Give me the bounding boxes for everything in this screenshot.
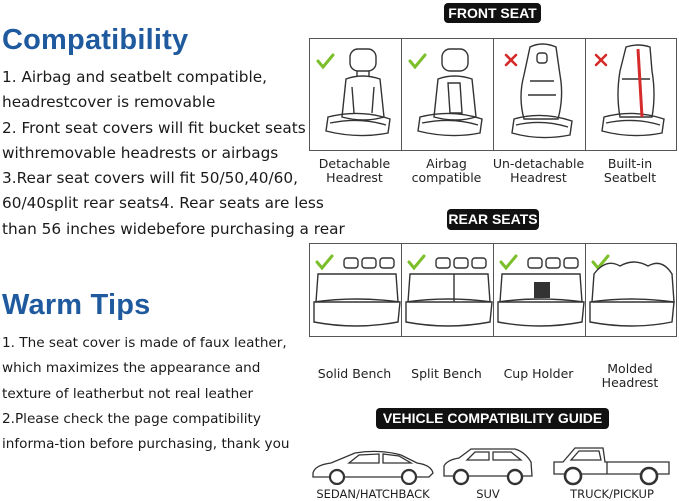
bench-icon (310, 244, 401, 336)
rear-seat-cell-molded-headrest (585, 243, 677, 337)
warm-tips-line: 2.Please check the page compatibility (2, 410, 261, 427)
check-icon (410, 55, 425, 67)
compatibility-line: withremovable headrests or airbags (2, 143, 279, 162)
front-seat-caption: Airbag compatible (411, 156, 482, 185)
check-icon (409, 256, 424, 268)
cross-icon (506, 55, 516, 65)
seat-icon (402, 39, 493, 150)
warm-tips-text (2, 331, 290, 457)
bench-icon (494, 244, 585, 336)
truck-icon (551, 444, 673, 486)
compatibility-line: 2. Front seat covers will fit bucket seats (2, 118, 306, 137)
bench-icon (586, 244, 676, 336)
compatibility-line: 1. Airbag and seatbelt compatible, (2, 68, 267, 86)
rear-seat-cell-cup-holder (493, 243, 586, 337)
vehicle-guide-badge: VEHICLE COMPATIBILITY GUIDE (376, 408, 609, 429)
vehicle-label: SUV (476, 487, 500, 501)
rear-seat-caption: Molded Headrest (601, 361, 659, 390)
front-seat-cell-airbag (401, 38, 494, 151)
check-icon (593, 256, 608, 268)
vehicle-label: TRUCK/PICKUP (570, 487, 654, 501)
warm-tips-line: informa-tion before purchasing, thank you (2, 436, 290, 453)
warm-tips-line: which maximizes the appearance and (2, 360, 261, 377)
rear-seat-caption: Solid Bench (317, 366, 392, 381)
compatibility-title: Compatibility (2, 24, 189, 56)
front-seat-caption: Un-detachable Headrest (492, 156, 585, 185)
sedan-icon (309, 445, 437, 485)
suv-icon (441, 446, 535, 486)
compatibility-line: 3.Rear seat covers will fit 50/50,40/60, (2, 169, 298, 188)
compatibility-line: headrestcover is removable (2, 93, 216, 112)
compatibility-line: than 56 inches widebefore purchasing a rear (2, 219, 345, 238)
warm-tips-line: texture of leatherbut not real leather (2, 385, 254, 402)
front-seat-badge: FRONT SEAT (444, 3, 541, 23)
check-icon (317, 256, 332, 268)
front-seat-cell-undetachable (493, 38, 586, 151)
front-seat-cell-seatbelt (585, 38, 677, 151)
compatibility-text (2, 65, 345, 242)
rear-seat-cell-solid-bench (309, 243, 402, 337)
rear-seat-caption: Split Bench (411, 366, 482, 381)
front-seat-caption: Built-in Seatbelt (603, 156, 657, 185)
rear-seat-cell-split-bench (401, 243, 494, 337)
rear-seats-badge: REAR SEATS (447, 209, 539, 230)
bench-icon (402, 244, 493, 336)
check-icon (501, 256, 516, 268)
front-seat-caption: Detachable Headrest (318, 156, 391, 185)
warm-tips-title: Warm Tips (2, 289, 151, 321)
vehicle-label: SEDAN/HATCHBACK (316, 487, 430, 501)
front-seat-cell-detachable (309, 38, 402, 151)
cross-icon (596, 55, 606, 65)
seat-icon (586, 39, 676, 150)
seat-icon (494, 39, 585, 150)
check-icon (318, 55, 333, 67)
warm-tips-line: 1. The seat cover is made of faux leather, (2, 335, 287, 351)
seat-icon (310, 39, 401, 150)
compatibility-line: 60/40split rear seats4. Rear seats are less (2, 194, 324, 213)
cup-holder-icon (534, 282, 550, 298)
rear-seat-caption: Cup Holder (503, 366, 574, 381)
